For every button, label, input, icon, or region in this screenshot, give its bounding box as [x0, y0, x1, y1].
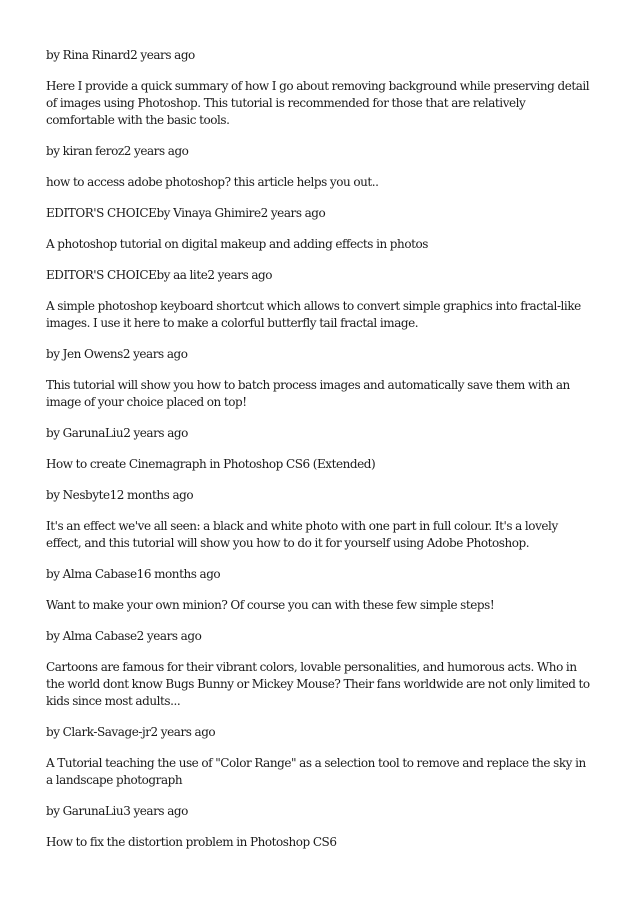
list-item [46, 425, 594, 473]
list-item [46, 566, 594, 614]
author-byline-link[interactable]: by GarunaLiu3 years ago [46, 804, 188, 818]
article-description: This tutorial will show you how to batch process images and automatically save them with an image of your choice placed on top! [46, 378, 570, 409]
author-byline-link[interactable]: by Alma Cabase16 months ago [46, 567, 221, 581]
article-description: Here I provide a quick summary of how I go about removing background while preserving detail of images using Photoshop. This tutorial is recommended for those that are relatively comfortable with the basic tools. [46, 79, 590, 127]
article-description: How to fix the distortion problem in Photoshop CS6 [46, 835, 337, 849]
article-description: How to create Cinemagraph in Photoshop CS6 (Extended) [46, 457, 376, 471]
author-byline-link[interactable]: by GarunaLiu2 years ago [46, 426, 188, 440]
author-byline-link[interactable]: EDITOR'S CHOICEby Vinaya Ghimire2 years ago [46, 206, 326, 220]
author-byline-link[interactable]: by Rina Rinard2 years ago [46, 48, 195, 62]
article-description: how to access adobe photoshop? this article helps you out.. [46, 175, 379, 189]
list-item [46, 143, 594, 191]
list-item [46, 267, 594, 332]
list-item [46, 803, 594, 851]
article-list [46, 47, 594, 865]
article-description: Want to make your own minion? Of course you can with these few simple steps! [46, 598, 495, 612]
list-item [46, 724, 594, 789]
list-item [46, 628, 594, 710]
article-description: A photoshop tutorial on digital makeup and adding effects in photos [46, 237, 428, 251]
author-byline-link[interactable]: by Nesbyte12 months ago [46, 488, 194, 502]
author-byline-link[interactable]: by Clark-Savage-jr2 years ago [46, 725, 216, 739]
list-item [46, 47, 594, 129]
author-byline-link[interactable]: by Jen Owens2 years ago [46, 347, 188, 361]
author-byline-link[interactable]: by kiran feroz2 years ago [46, 144, 189, 158]
article-description: A simple photoshop keyboard shortcut which allows to convert simple graphics into fractal-like images. I use it here to make a colorful butterfly tail fractal image. [46, 299, 581, 330]
article-description: It's an effect we've all seen: a black and white photo with one part in full colour. It's a lovely effect, and this tutorial will show you how to do it for yourself using Adobe Photoshop. [46, 519, 558, 550]
list-item [46, 346, 594, 411]
article-description: A Tutorial teaching the use of "Color Range" as a selection tool to remove and replace the sky in a landscape photograph [46, 756, 586, 787]
article-description: Cartoons are famous for their vibrant colors, lovable personalities, and humorous acts. Who in the world dont know Bugs Bunny or Mickey Mouse? Their fans worldwide are not only limited to kids since most adults... [46, 660, 590, 708]
author-byline-link[interactable]: by Alma Cabase2 years ago [46, 629, 202, 643]
list-item [46, 487, 594, 552]
author-byline-link[interactable]: EDITOR'S CHOICEby aa lite2 years ago [46, 268, 273, 282]
list-item [46, 205, 594, 253]
